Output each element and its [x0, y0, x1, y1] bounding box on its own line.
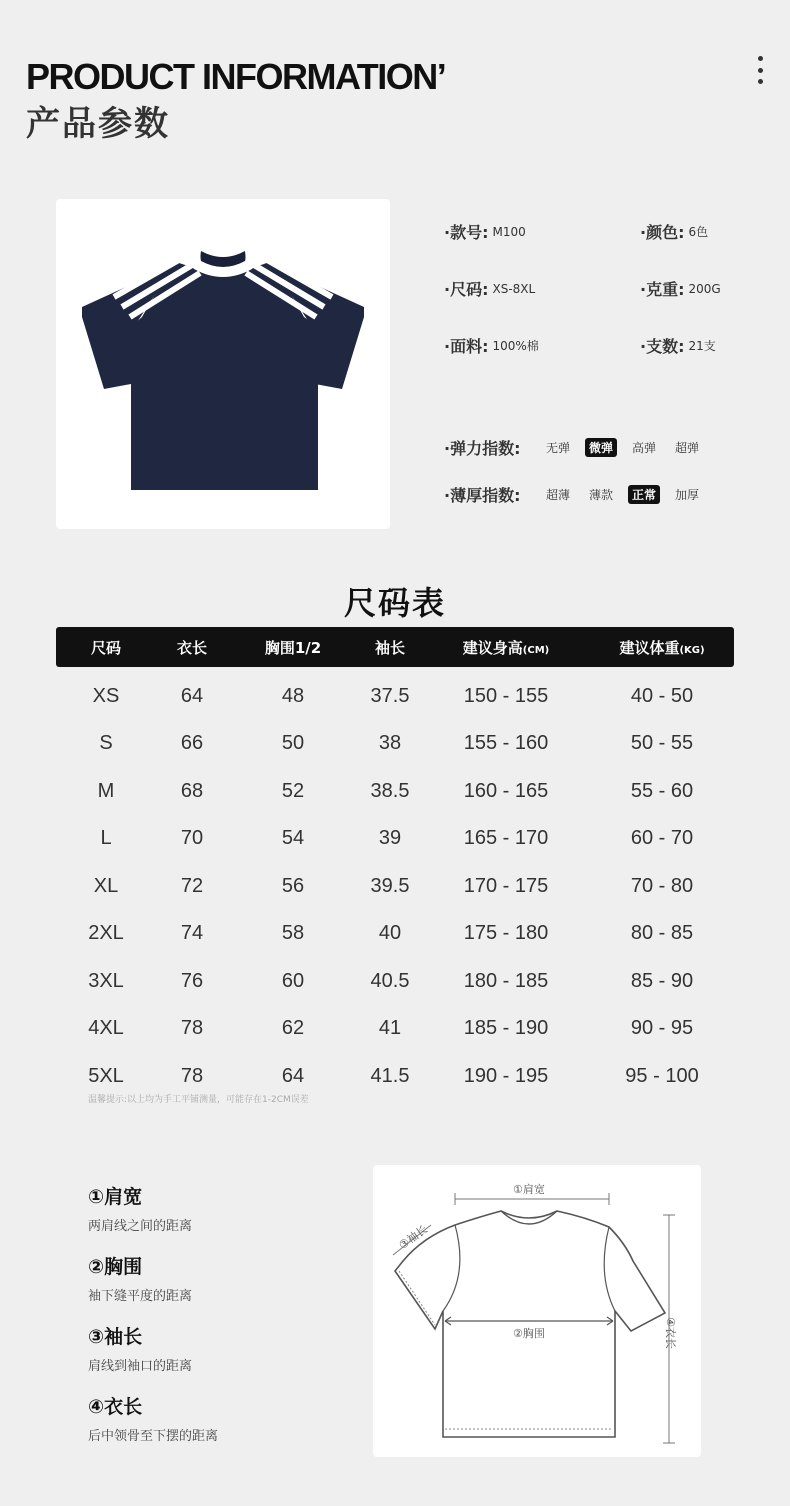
- column-header: 尺码: [90, 638, 121, 657]
- table-cell: 37.5: [370, 684, 410, 707]
- table-cell: 78: [180, 1064, 204, 1087]
- spec-label: ·颜色:: [640, 223, 685, 242]
- size-chart-title: 尺码表: [343, 584, 446, 622]
- table-cell: 5XL: [88, 1064, 124, 1087]
- measure-desc: 两肩线之间的距离: [88, 1219, 193, 1234]
- index-option: 无弹: [546, 441, 571, 455]
- table-cell: 70 - 80: [630, 874, 694, 897]
- table-cell: 38.5: [370, 779, 410, 802]
- index-option: 薄款: [589, 488, 614, 502]
- spec-value: 21支: [688, 339, 716, 353]
- spec-value: 100%棉: [492, 339, 539, 353]
- index-option: 高弹: [632, 441, 657, 455]
- spec-value: 6色: [688, 225, 709, 239]
- table-cell: 64: [281, 1064, 305, 1087]
- table-cell: 78: [180, 1017, 204, 1039]
- index-option: 超薄: [546, 488, 571, 502]
- table-cell: 39: [378, 827, 402, 849]
- index-option: 超弹: [675, 441, 700, 455]
- spec-row: [444, 220, 764, 246]
- table-cell: 40: [378, 922, 402, 944]
- size-table: [56, 627, 734, 1087]
- table-row: [56, 871, 734, 901]
- table-cell: 68: [180, 779, 204, 802]
- table-cell: 54: [281, 827, 305, 849]
- table-cell: XS: [92, 684, 120, 707]
- table-cell: 90 - 95: [630, 1017, 694, 1039]
- spec-yarn-count: [640, 334, 716, 357]
- table-cell: 165 - 170: [463, 827, 549, 849]
- table-cell: XL: [93, 874, 119, 897]
- table-cell: 60 - 70: [630, 827, 694, 849]
- table-cell: 39.5: [370, 874, 410, 897]
- table-cell: 80 - 85: [630, 922, 694, 944]
- table-row: [56, 966, 734, 996]
- index-option-selected: 正常: [628, 485, 660, 504]
- measure-title: ①肩宽: [88, 1186, 143, 1208]
- elasticity-index: [444, 436, 714, 459]
- spec-label: ·面料:: [444, 337, 489, 356]
- spec-label: ·支数:: [640, 337, 685, 356]
- table-cell: 64: [180, 684, 204, 707]
- table-row: [56, 681, 734, 711]
- spec-color: [640, 220, 708, 243]
- diagram-label-chest: ②胸围: [513, 1327, 545, 1340]
- diagram-label-sleeve: ③袖长: [396, 1222, 430, 1253]
- index-label: ·薄厚指数:: [444, 486, 521, 505]
- column-header: 衣长: [176, 638, 207, 657]
- table-row: [56, 1014, 734, 1044]
- page-title-cn: 产品参数: [26, 104, 170, 144]
- index-option-selected: 微弹: [585, 438, 617, 457]
- table-cell: 52: [281, 779, 305, 802]
- tshirt-illustration: [56, 199, 390, 529]
- measurement-diagram: [373, 1165, 701, 1457]
- table-cell: 155 - 160: [463, 732, 549, 754]
- table-cell: 160 - 165: [463, 779, 549, 802]
- spec-size: [444, 277, 535, 300]
- table-cell: 40.5: [370, 969, 410, 992]
- thickness-index: [444, 483, 714, 506]
- column-header: 建议身高(CM): [462, 638, 550, 657]
- table-cell: 66: [180, 732, 204, 754]
- index-option: 加厚: [675, 488, 700, 502]
- table-cell: 175 - 180: [463, 922, 549, 944]
- table-header: [56, 627, 734, 667]
- column-header: 袖长: [374, 638, 405, 657]
- table-cell: 40 - 50: [630, 684, 694, 707]
- table-cell: 185 - 190: [463, 1017, 549, 1039]
- spec-value: 200G: [688, 281, 721, 296]
- table-cell: 60: [281, 969, 305, 992]
- table-cell: 41.5: [370, 1064, 410, 1087]
- table-cell: 170 - 175: [463, 874, 549, 897]
- table-cell: 180 - 185: [463, 969, 549, 992]
- table-row: [56, 1061, 734, 1091]
- table-cell: 190 - 195: [463, 1064, 549, 1087]
- table-row: [56, 919, 734, 949]
- table-cell: M: [97, 779, 115, 802]
- table-cell: 76: [180, 969, 204, 992]
- column-header: 胸围1/2: [264, 638, 322, 657]
- table-cell: 56: [281, 874, 305, 897]
- measure-length: [88, 1392, 218, 1444]
- more-options-icon[interactable]: [754, 56, 766, 84]
- table-cell: 85 - 90: [630, 969, 694, 992]
- table-cell: 3XL: [88, 969, 124, 992]
- table-cell: L: [100, 827, 112, 849]
- spec-row: [444, 277, 764, 303]
- table-cell: 58: [281, 922, 305, 944]
- table-cell: 50 - 55: [630, 732, 694, 754]
- tshirt-outline-diagram: [373, 1165, 701, 1457]
- spec-value: XS-8XL: [492, 281, 536, 296]
- table-cell: 48: [281, 684, 305, 707]
- spec-fabric: [444, 334, 539, 357]
- table-cell: 55 - 60: [630, 779, 694, 802]
- table-cell: 4XL: [88, 1017, 124, 1039]
- measurement-note: 温馨提示:以上均为手工平铺测量，可能存在1-2CM误差: [88, 1095, 309, 1105]
- spec-value: M100: [492, 224, 526, 239]
- table-cell: 62: [281, 1017, 305, 1039]
- spec-label: ·款号:: [444, 223, 489, 242]
- column-header: 建议体重(KG): [619, 638, 705, 657]
- table-row: [56, 824, 734, 854]
- diagram-label-shoulder: ①肩宽: [513, 1183, 545, 1196]
- table-cell: 2XL: [88, 922, 124, 944]
- spec-weight: [640, 277, 721, 300]
- page-title-en: PRODUCT INFORMATION’: [26, 56, 446, 97]
- spec-label: ·尺码:: [444, 280, 489, 299]
- table-cell: 38: [378, 732, 402, 754]
- measure-sleeve: [88, 1322, 192, 1374]
- measure-title: ③袖长: [88, 1326, 143, 1348]
- index-label: ·弹力指数:: [444, 439, 521, 458]
- measure-desc: 袖下缝平度的距离: [88, 1289, 193, 1304]
- table-cell: 72: [180, 874, 204, 897]
- measure-title: ②胸围: [88, 1256, 143, 1278]
- table-row: [56, 776, 734, 806]
- table-cell: S: [99, 732, 113, 754]
- measure-shoulder: [88, 1182, 192, 1234]
- diagram-label-length: ④衣长: [663, 1317, 677, 1349]
- measure-chest: [88, 1252, 192, 1304]
- measure-title: ④衣长: [88, 1396, 143, 1418]
- spec-label: ·克重:: [640, 280, 685, 299]
- spec-style-no: [444, 220, 526, 243]
- measure-desc: 肩线到袖口的距离: [88, 1359, 193, 1374]
- spec-row: [444, 334, 764, 360]
- table-cell: 95 - 100: [625, 1064, 699, 1087]
- table-cell: 41: [378, 1017, 402, 1039]
- table-cell: 70: [180, 827, 204, 849]
- table-cell: 74: [180, 922, 204, 944]
- table-cell: 150 - 155: [463, 684, 549, 707]
- product-image-card: [56, 199, 390, 529]
- measure-desc: 后中领骨至下摆的距离: [88, 1429, 219, 1444]
- table-row: [56, 729, 734, 759]
- table-cell: 50: [281, 732, 305, 754]
